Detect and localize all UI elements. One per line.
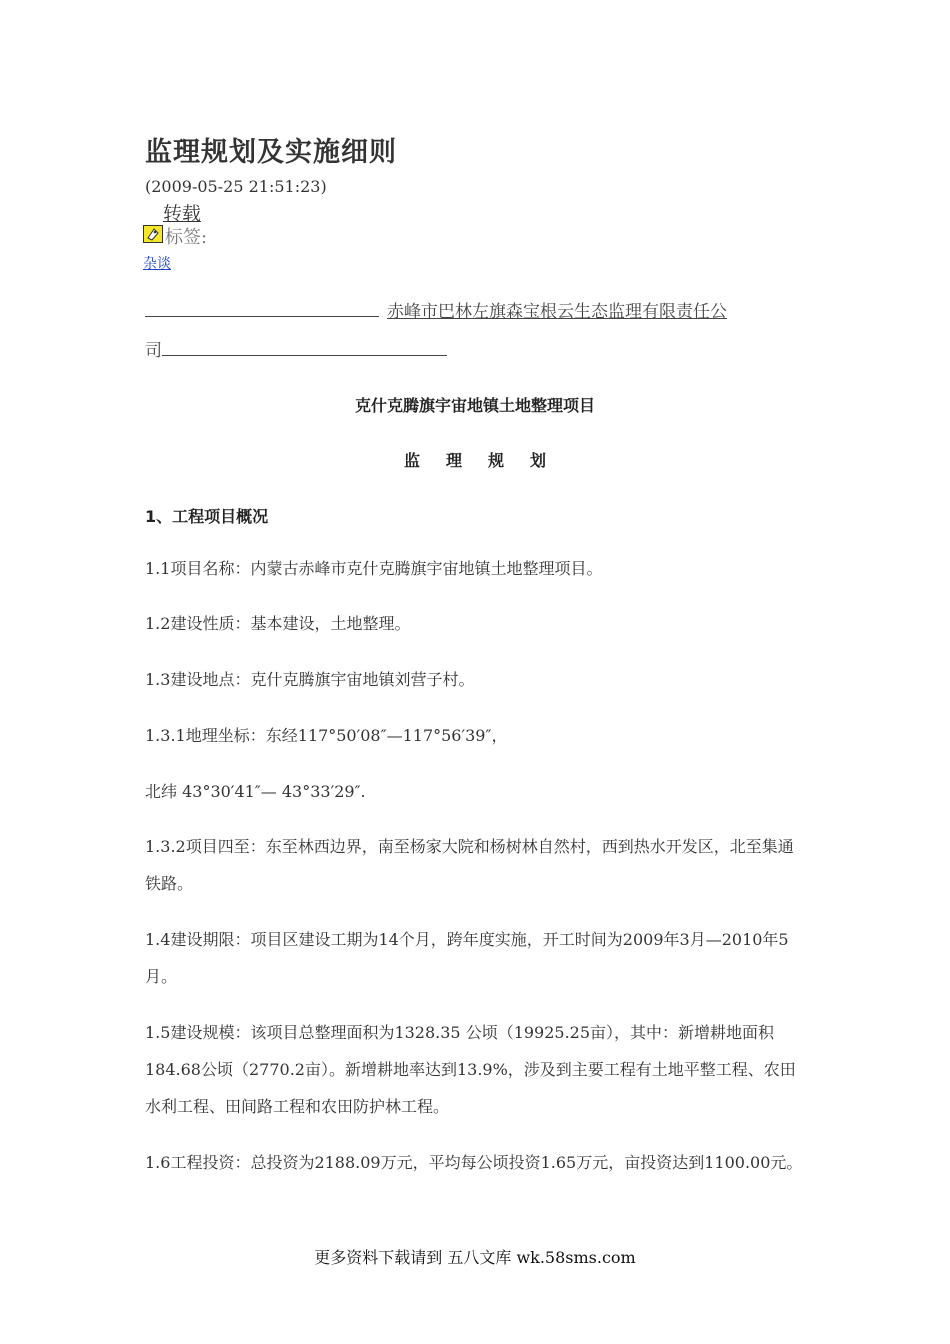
tag-icon: [143, 225, 165, 248]
post-timestamp: (2009-05-25 21:51:23): [145, 177, 327, 196]
paragraph: 1.3.2项目四至：东至林西边界，南至杨家大院和杨树林自然村，西到热水开发区，北至集通铁路。: [145, 837, 794, 893]
plan-title: 监理规划: [403, 451, 572, 470]
paragraph: 1.4建设期限：项目区建设工期为14个月，跨年度实施，开工时间为2009年3月—2010年5月。: [145, 930, 789, 986]
paragraph: 1.3建设地点：克什克腾旗宇宙地镇刘营子村。: [145, 670, 475, 689]
paragraph: 1.2建设性质：基本建设，土地整理。: [145, 614, 411, 633]
company-line-1: [145, 297, 727, 322]
page-title: 监理规划及实施细则: [145, 137, 397, 168]
repost-link[interactable]: 转载: [163, 203, 202, 225]
section-heading: 1、工程项目概况: [145, 507, 269, 526]
company-name: 赤峰市巴林左旗森宝根云生态监理有限责任公: [387, 302, 727, 322]
paragraph: 1.5建设规模：该项目总整理面积为1328.35 公顷（19925.25亩），其中：新增耕地面积184.68公顷（2770.2亩）。新增耕地率达到13.9%，涉及到主要工程有土地平整工程、农田水利工程、田间路工程和农田防护林工程。: [145, 1023, 796, 1116]
paragraph: 1.1项目名称：内蒙古赤峰市克什克腾旗宇宙地镇土地整理项目。: [145, 559, 603, 578]
company-name-continued: 司: [145, 341, 162, 361]
tag-link[interactable]: 杂谈: [143, 256, 171, 272]
company-line-2: [145, 336, 447, 361]
tag-row: [143, 223, 207, 249]
project-title: 克什克腾旗宇宙地镇土地整理项目: [354, 396, 595, 415]
tag-label: 标签:: [165, 227, 208, 248]
paragraph: 1.3.1地理坐标：东经117°50′08″—117°56′39″，: [145, 726, 508, 745]
paragraph: 北纬 43°30′41″— 43°33′29″.: [145, 782, 366, 801]
paragraph: 1.6工程投资：总投资为2188.09万元，平均每公顷投资1.65万元，亩投资达到1100.00元。: [145, 1153, 803, 1172]
underline-rule: [162, 341, 447, 356]
underline-rule: [145, 302, 379, 317]
footer-text: 更多资料下载请到 五八文库 wk.58sms.com: [314, 1248, 636, 1267]
